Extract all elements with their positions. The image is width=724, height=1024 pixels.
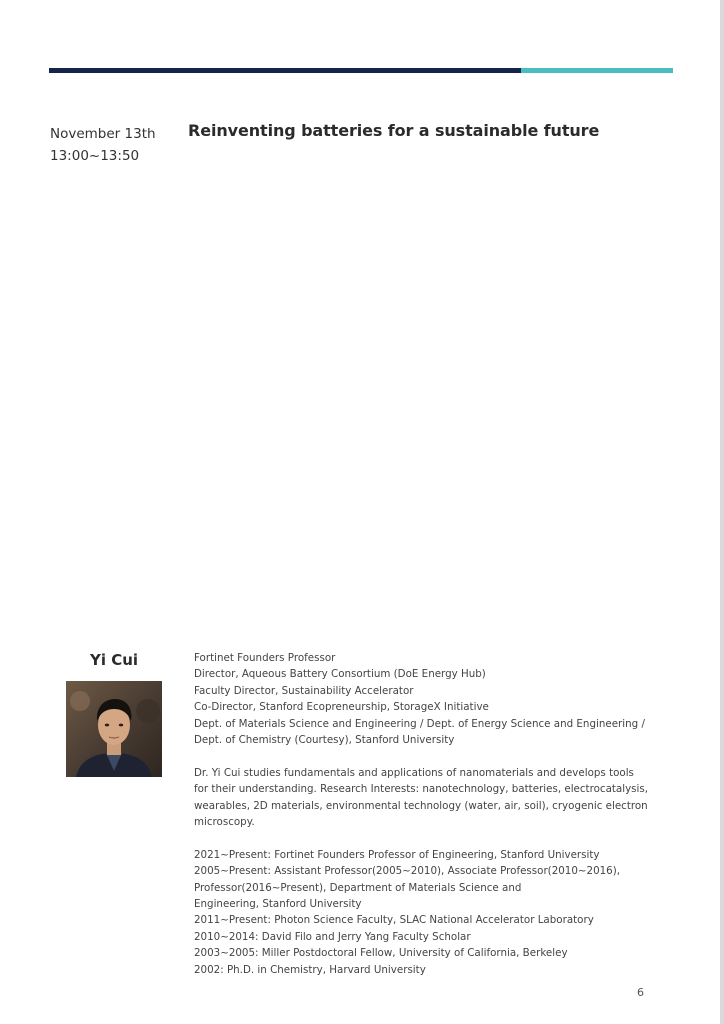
page-edge [720,0,724,1024]
talk-title: Reinventing batteries for a sustainable future [188,121,600,140]
career-entry: 2003~2005: Miller Postdoctoral Fellow, University of California, Berkeley [194,947,568,960]
career-entry: 2005~Present: Assistant Professor(2005~2010), Associate Professor(2010~2016), [194,865,621,878]
session-time: 13:00~13:50 [50,148,140,164]
career-history [194,847,654,978]
affiliation-line: Fortinet Founders Professor [194,652,336,664]
speaker-bio [194,650,654,978]
research-summary [194,765,654,831]
summary-line: Dr. Yi Cui studies fundamentals and applications of nanomaterials and develops tools [194,766,634,779]
session-datetime [50,123,156,167]
affiliation-line: Faculty Director, Sustainability Accelerator [194,684,414,697]
speaker-portrait-image [66,681,162,777]
affiliation-line: Co-Director, Stanford Ecopreneurship, StorageX Initiative [194,701,489,714]
career-entry-continuation: Engineering, Stanford University [194,898,362,911]
header-rule [49,68,673,73]
career-entry: 2011~Present: Photon Science Faculty, SLAC National Accelerator Laboratory [194,914,594,927]
summary-line: for their understanding. Research Interests: nanotechnology, batteries, electrocatalysis, [194,783,649,796]
career-entry: 2010~2014: David Filo and Jerry Yang Faculty Scholar [194,930,471,943]
header-rule-teal [521,68,673,73]
affiliation-line: Dept. of Materials Science and Engineering / Dept. of Energy Science and Engineering / [194,717,645,730]
speaker-name: Yi Cui [89,651,139,669]
affiliation-line: Director, Aqueous Battery Consortium (DoE Energy Hub) [194,668,486,681]
summary-line: microscopy. [194,816,255,829]
speaker-photo [66,681,162,777]
summary-line: wearables, 2D materials, environmental technology (water, air, soil), cryogenic electron [194,799,648,812]
career-entry-continuation: Professor(2016~Present), Department of Materials Science and [194,881,522,894]
career-entry: 2002: Ph.D. in Chemistry, Harvard University [194,963,426,976]
career-entry: 2021~Present: Fortinet Founders Professor of Engineering, Stanford University [194,848,600,861]
page-number: 6 [637,986,644,999]
affiliation-line: Dept. of Chemistry (Courtesy), Stanford University [194,734,455,747]
session-date: November 13th [50,126,156,142]
header-rule-dark [49,68,521,73]
affiliations [194,650,654,748]
